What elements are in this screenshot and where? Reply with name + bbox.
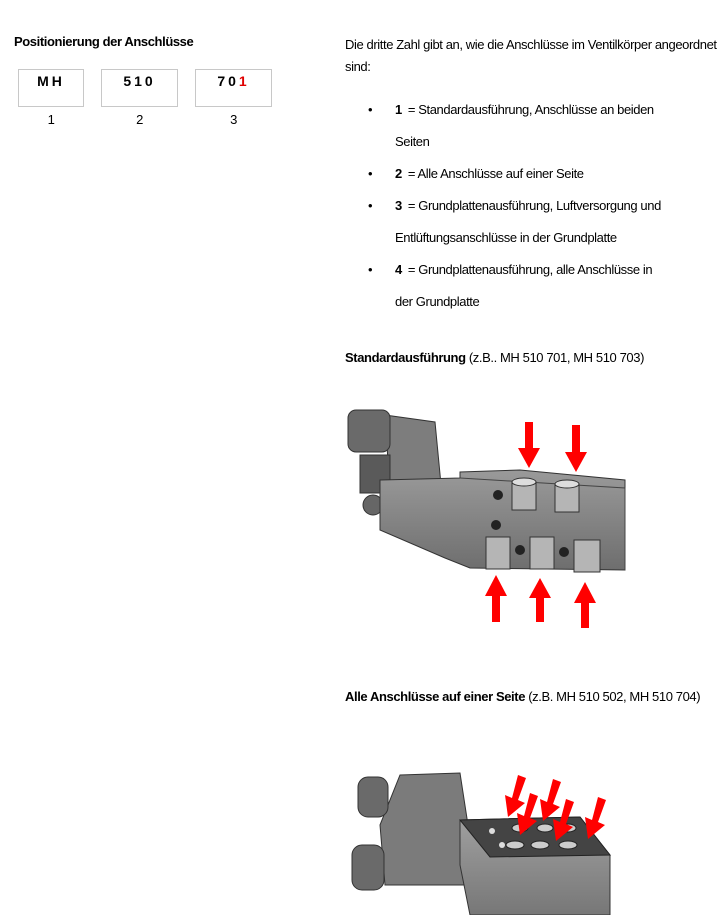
list-item-text <box>395 94 725 158</box>
list-item-number: 4 <box>395 262 402 277</box>
port-bottom-2 <box>530 537 554 569</box>
list-item-text <box>395 254 725 318</box>
code-text: 70 <box>217 73 239 89</box>
list-item-4 <box>368 254 723 318</box>
arrow-down-icon <box>518 422 540 468</box>
code-box-3 <box>195 69 272 107</box>
section-heading-bold: Standardausführung <box>345 350 466 365</box>
bullet-icon: • <box>368 102 373 117</box>
section-heading-rest: (z.B.. MH 510 701, MH 510 703) <box>465 350 644 365</box>
section-heading-one-side <box>345 686 717 708</box>
list-item-line1: = Alle Anschlüsse auf einer Seite <box>407 166 584 181</box>
list-item-number: 3 <box>395 198 402 213</box>
position-index-1: 1 <box>47 112 55 127</box>
connector-cap <box>348 410 390 452</box>
intro-paragraph: Die dritte Zahl gibt an, wie die Anschlüsse im Ventilkörper angeordnet sind: <box>345 37 717 74</box>
list-item-3 <box>368 190 723 254</box>
arrow-down-icon <box>565 425 587 472</box>
positioning-title: Positionierung der Anschlüsse <box>14 34 194 49</box>
valve-illustration-standard <box>340 400 630 635</box>
section-heading-bold: Alle Anschlüsse auf einer Seite <box>345 689 526 704</box>
code-text: 510 <box>123 73 156 89</box>
code-box-2 <box>101 69 178 107</box>
nut-icon <box>352 845 384 890</box>
code-text: MH <box>37 73 65 89</box>
port-bottom-1 <box>486 537 510 569</box>
bullet-icon: • <box>368 166 373 181</box>
list-item-number: 2 <box>395 166 402 181</box>
list-item-text <box>395 158 725 190</box>
code-box-1 <box>18 69 84 107</box>
list-item-line1: = Grundplattenausführung, alle Anschlüsse in <box>407 262 653 277</box>
bullet-icon: • <box>368 262 373 277</box>
list-item-line2: Entlüftungsanschlüsse in der Grundplatte <box>395 230 617 245</box>
list-item-line2: Seiten <box>395 134 430 149</box>
port-bottom-3 <box>574 540 600 572</box>
list-item-text <box>395 190 725 254</box>
arrow-down-icon <box>585 797 606 839</box>
arrow-up-icon <box>574 582 596 628</box>
list-item-number: 1 <box>395 102 402 117</box>
bullet-icon: • <box>368 198 373 213</box>
solenoid-coil <box>380 773 470 885</box>
list-item-2 <box>368 158 723 190</box>
list-item-line2: der Grundplatte <box>395 294 480 309</box>
position-index-3: 3 <box>230 112 237 127</box>
valve-illustration-one-side <box>340 765 630 915</box>
arrow-down-icon <box>540 779 561 821</box>
position-index-2: 2 <box>136 112 143 127</box>
arrow-up-icon <box>529 578 551 622</box>
section-heading-standard <box>345 347 720 369</box>
connector-cap <box>358 777 388 817</box>
code-highlight-digit: 1 <box>238 73 250 89</box>
arrow-down-icon <box>505 775 526 817</box>
section-heading-rest: (z.B. MH 510 502, MH 510 704) <box>525 689 701 704</box>
arrow-up-icon <box>485 575 507 622</box>
list-item-1 <box>368 94 723 158</box>
list-item-line1: = Grundplattenausführung, Luftversorgung und <box>407 198 661 213</box>
list-item-line1: = Standardausführung, Anschlüsse an beiden <box>407 102 654 117</box>
